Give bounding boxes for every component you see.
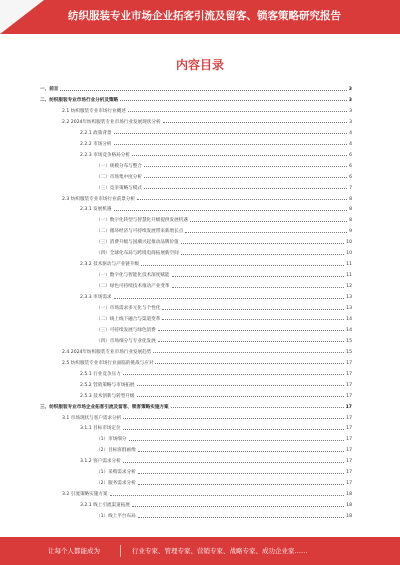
toc-entry[interactable] (80, 382, 352, 390)
toc-leader-dots (138, 484, 344, 485)
toc-leader-dots (144, 188, 347, 189)
toc-entry[interactable] (96, 174, 352, 182)
toc-leader-dots (60, 90, 346, 91)
toc-entry-page: 17 (346, 382, 352, 388)
toc-leader-dots (123, 418, 344, 419)
toc-leader-dots (163, 122, 348, 123)
toc-entry-page: 6 (349, 152, 352, 158)
toc-entry-label: （一）规模分布与整合 (96, 163, 142, 169)
toc-entry-page: 17 (346, 470, 352, 476)
toc-entry-label: 3.1.2 客户需求分析 (80, 459, 121, 465)
toc-leader-dots (155, 363, 344, 364)
toc-entry-page: 18 (346, 503, 352, 509)
toc-entry-label: （1）市场细分 (96, 437, 127, 443)
toc-entry-label: （1）线上平台布局 (96, 514, 136, 520)
toc-entry-page: 8 (349, 207, 352, 213)
toc-entry-label: 3.2.1 线上引流渠道拓展 (80, 503, 130, 509)
toc-entry-label: （三）消费升级与国潮兴起推动品牌价值 (96, 240, 179, 246)
toc-entry[interactable] (96, 185, 352, 193)
toc-entry-page: 17 (346, 459, 352, 465)
toc-entry[interactable] (96, 513, 352, 521)
toc-entry-page: 18 (346, 492, 352, 498)
toc-heading: 内容目录 (175, 58, 224, 72)
toc-entry-label: 2.3.2 技术驱动与产业链升级 (80, 262, 140, 268)
toc-entry-page: 17 (346, 448, 352, 454)
toc-entry[interactable] (80, 152, 352, 160)
toc-entry[interactable] (96, 436, 352, 444)
toc-leader-dots (120, 100, 347, 101)
toc-leader-dots (137, 199, 347, 200)
toc-leader-dots (185, 232, 347, 233)
toc-entry-page: 4 (349, 130, 352, 136)
toc-entry[interactable] (80, 206, 352, 214)
toc-leader-dots (141, 265, 344, 266)
toc-entry-page: 17 (346, 360, 352, 366)
toc-leader-dots (158, 330, 344, 331)
toc-entry-label: 2.5.3 技术创新与转型升级 (80, 393, 135, 399)
toc-entry-page: 17 (346, 437, 352, 443)
toc-entry-label: （一）数字化转型与智慧化升级提供发展机遇 (96, 218, 188, 224)
toc-entry-page: 11 (346, 273, 352, 279)
toc-entry[interactable] (40, 97, 352, 105)
toc-leader-dots (162, 319, 344, 320)
toc-leader-dots (114, 298, 345, 299)
toc-entry[interactable] (96, 338, 352, 346)
toc-entry-label: （2）服务需求分析 (96, 481, 136, 487)
toc-entry[interactable] (96, 250, 352, 258)
toc-entry-page: 15 (346, 338, 352, 344)
toc-entry-label: （四）全球化布局与跨境电商拓展新空间 (96, 251, 179, 257)
toc-leader-dots (162, 309, 344, 310)
toc-entry[interactable] (80, 458, 352, 466)
toc-entry[interactable] (40, 86, 352, 94)
toc-entry-page: 10 (346, 251, 352, 257)
toc-entry-page: 9 (349, 229, 352, 235)
toc-entry-page: 7 (349, 185, 352, 191)
toc-leader-dots (138, 473, 344, 474)
toc-entry-label: 2.5.2 营销策略与市场拓展 (80, 382, 135, 388)
toc-entry[interactable] (80, 371, 352, 379)
footer-tagline: 行业专家、管理专家、营销专家、战略专家、成功企业家…… (132, 547, 308, 555)
toc-entry[interactable] (80, 294, 352, 302)
report-title: 纺织服装专业市场企业拓客引流及留客、锁客策略研究报告 (68, 10, 341, 22)
toc-entry[interactable] (96, 327, 352, 335)
toc-entry[interactable] (80, 393, 352, 401)
page-header (0, 0, 400, 34)
toc-entry-label: （四）市场细分与专业化发展 (96, 338, 156, 344)
toc-entry[interactable] (80, 502, 352, 510)
page-footer (0, 537, 400, 565)
toc-entry[interactable] (62, 119, 352, 127)
toc-entry-page: 15 (346, 349, 352, 355)
toc-leader-dots (110, 495, 345, 496)
header-corner-shape (0, 0, 44, 34)
toc-entry-label: （三）可持续发展与绿色消费 (96, 327, 156, 333)
toc-entry-page: 12 (346, 284, 352, 290)
toc-entry-page: 11 (346, 262, 352, 268)
toc-leader-dots (190, 221, 347, 222)
toc-entry-label: 2.2.3 市场竞争格局分析 (80, 152, 130, 158)
toc-entry-label: （二）线上线下融合与渠道变革 (96, 316, 161, 322)
toc-entry-page: 17 (346, 481, 352, 487)
toc-entry-label: （1）采购需求分析 (96, 470, 136, 476)
toc-entry[interactable] (96, 228, 352, 236)
toc-entry-label: 2.1 纺织服装专业市场行业概述 (62, 108, 126, 114)
toc-leader-dots (158, 341, 344, 342)
toc-entry[interactable] (96, 480, 352, 488)
toc-entry-label: 2.4 2024年纺织服装专业市场行业发展趋势 (62, 349, 152, 355)
toc-entry[interactable] (62, 349, 352, 357)
toc-leader-dots (144, 177, 347, 178)
toc-leader-dots (171, 407, 344, 408)
footer-slogan: 让每个人都能成为 (48, 547, 100, 555)
toc-entry[interactable] (96, 163, 352, 171)
toc-entry-label: 2.3.3 市场需求 (80, 295, 112, 301)
toc-leader-dots (144, 166, 347, 167)
toc-entry[interactable] (80, 425, 352, 433)
toc-entry[interactable] (96, 239, 352, 247)
toc-entry-page: 3 (349, 108, 352, 114)
toc-entry-label: （三）竞争策略与模式 (96, 185, 142, 191)
toc-entry-label: （一）数字化与智能化技术深度赋能 (96, 273, 170, 279)
toc-entry[interactable] (80, 261, 352, 269)
toc-entry-page: 17 (346, 415, 352, 421)
toc-leader-dots (137, 396, 345, 397)
toc-entry[interactable] (96, 469, 352, 477)
toc-entry-page: 6 (349, 163, 352, 169)
toc-entry-label: 2.2.2 市场分析 (80, 141, 112, 147)
toc-entry-label: 2.5.1 行业竞争压力 (80, 371, 121, 377)
toc-leader-dots (138, 517, 344, 518)
toc-leader-dots (153, 352, 344, 353)
toc-entry-label: （二）循环经济与可持续发展带来新增长点 (96, 229, 184, 235)
toc-entry-label: 一、前言 (40, 87, 59, 92)
toc-entry[interactable] (96, 305, 352, 313)
toc-entry-page: 14 (346, 327, 352, 333)
footer-divider (120, 545, 121, 557)
toc-entry-page: 3 (349, 119, 352, 125)
toc-entry-label: （一）市场需求多元化与个性化 (96, 306, 161, 311)
toc-entry-page: 14 (346, 316, 352, 322)
toc-entry[interactable] (96, 283, 352, 291)
toc-entry-page: 17 (345, 404, 352, 410)
toc-leader-dots (132, 506, 344, 507)
toc-entry[interactable] (96, 447, 352, 455)
toc-entry[interactable] (80, 141, 352, 149)
toc-leader-dots (172, 287, 345, 288)
toc-entry[interactable] (62, 360, 352, 368)
toc-leader-dots (114, 210, 348, 211)
toc-entry[interactable] (80, 130, 352, 138)
toc-entry-page: 13 (346, 306, 352, 311)
toc-entry-page: 6 (349, 174, 352, 180)
toc-leader-dots (129, 440, 345, 441)
toc-entry-label: 三、纺织服装专业市场企业拓客引流及留客、锁客策略实施方案 (40, 404, 169, 410)
toc-entry-label: 2.3.1 发展机遇 (80, 207, 112, 213)
toc-entry-label: 2.2.1 政策背景 (80, 130, 112, 136)
toc-leader-dots (123, 429, 344, 430)
toc-entry-page: 4 (349, 141, 352, 147)
toc-entry-label: 2.2 2024年纺织服装专业市场行业发展现状分析 (62, 119, 161, 125)
toc-leader-dots (138, 451, 344, 452)
toc-leader-dots (137, 385, 345, 386)
toc-entry-label: 3.2 引流策略实施方案 (62, 492, 108, 498)
toc-leader-dots (114, 144, 348, 145)
toc-entry-label: （二）绿色可持续技术推动产业变革 (96, 284, 170, 290)
toc-leader-dots (123, 462, 344, 463)
toc-leader-dots (181, 254, 344, 255)
toc-leader-dots (114, 133, 348, 134)
toc-entry-label: （2）目标客群画像 (96, 448, 136, 454)
toc-entry-page: 3 (348, 97, 352, 103)
toc-entry-label: （二）市场集中度分析 (96, 174, 142, 180)
toc-entry[interactable] (96, 217, 352, 225)
toc-entry-page: 13 (346, 295, 352, 301)
toc-entry-page: 8 (349, 218, 352, 224)
toc-entry-page: 17 (346, 393, 352, 399)
toc-entry-page: 3 (348, 87, 352, 92)
toc-leader-dots (181, 243, 344, 244)
toc-entry[interactable] (62, 491, 352, 499)
toc-entry-page: 17 (346, 371, 352, 377)
toc-entry-page: 10 (346, 240, 352, 246)
toc-entry-page: 8 (349, 196, 352, 202)
toc-entry-page: 18 (346, 514, 352, 520)
toc-entry-page: 17 (346, 426, 352, 432)
toc-leader-dots (128, 111, 347, 112)
toc-entry[interactable] (96, 272, 352, 280)
toc-entry-label: 二、纺织服装专业市场行业分析及策略 (40, 97, 119, 103)
toc-entry[interactable] (96, 316, 352, 324)
toc-entry-label: 3.1 市场现状与客户需求分析 (62, 415, 122, 421)
toc-entry-label: 2.5 纺织服装专业市场行业面临的挑战与应对 (62, 360, 154, 366)
toc-entry[interactable] (40, 404, 352, 412)
toc-leader-dots (132, 155, 347, 156)
toc-entry-label: 3.1.1 目标市场定位 (80, 426, 121, 432)
toc-leader-dots (123, 374, 344, 375)
toc-entry[interactable] (62, 415, 352, 423)
toc-entry-label: 2.3 纺织服装专业市场行业前景分析 (62, 196, 136, 202)
toc-leader-dots (172, 276, 345, 277)
toc-entry[interactable] (62, 108, 352, 116)
toc-entry[interactable] (62, 196, 352, 204)
